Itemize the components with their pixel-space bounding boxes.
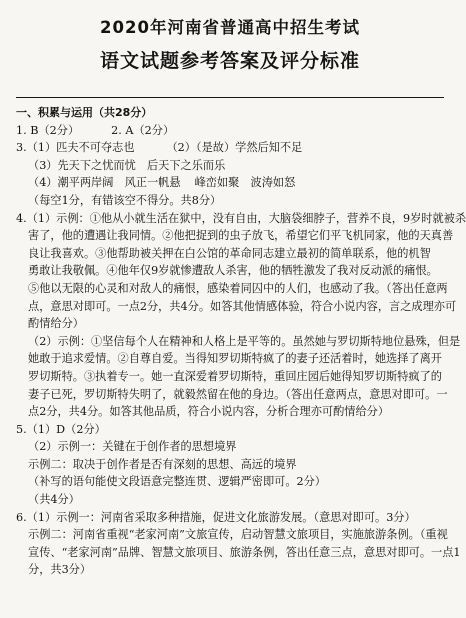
answer-q3-3: （3）先天下之忧而忧 后天下之乐而乐 <box>28 158 226 172</box>
answer-content <box>16 104 466 579</box>
answer-q2: 2. A（2分） <box>111 123 175 137</box>
scoring-note-q5-2: （补写的语句能使文段语意完整连贯、逻辑严密即可。2分） <box>28 475 326 489</box>
section-heading: 一、积累与运用（共28分） <box>16 106 153 119</box>
answer-q5-2-example2: 示例二：取决于创作者是否有深刻的思想、高远的境界 <box>28 457 297 471</box>
scoring-total-q5: （共4分） <box>28 493 80 507</box>
answer-q4-2-line4: 妻子已死，罗切斯特失明了，就毅然留在他的身边。（答出任意两点，意思对即可。一 <box>28 387 448 401</box>
answer-q6-1-example1: 6.（1）示例一：河南省采取多种措施，促进文化旅游发展。（意思对即可。3分） <box>16 510 416 524</box>
page-header <box>16 14 444 73</box>
answer-q4-2-line3: 罗切斯特。③执着专一。她一直深爱着罗切斯特，重回庄园后她得知罗切斯特疯了的 <box>28 369 442 383</box>
answer-q6-1-score: 分，共3分） <box>28 563 92 577</box>
answer-q4-1-line7: 酌情给分） <box>28 317 84 331</box>
exam-title: 2020年河南省普通高中招生考试 <box>100 18 360 37</box>
question-3-row1 <box>16 139 444 157</box>
answer-q6-1-note: 宣传、“老家河南”品牌、智慧文旅项目、旅游条例，答出任意三点，意思对即可。一点1 <box>28 545 461 559</box>
answer-q3-4a: （4）潮平两岸阔 风正一帆悬 <box>28 176 181 190</box>
answer-q4-2-line5: 点2分，共4分。如答其他品质，符合小说内容，分析合理亦可酌情给分） <box>28 405 390 419</box>
answer-q3-1: 3.（1）匹夫不可夺志也 <box>16 141 135 155</box>
header-divider <box>16 97 444 98</box>
answer-q3-2: （2）（是故）学然后知不足 <box>166 141 303 155</box>
answer-q4-1-line3: 良让我喜欢。③他帮助被关押在白公馆的革命同志建立最初的简单联系，他的机智 <box>28 246 431 260</box>
answer-q6-1-example2: 示例二：河南省重视“老家河南”文旅宣传，启动智慧文旅项目，实施旅游条例。（重视 <box>28 528 448 542</box>
answer-q1: 1. B（2分） <box>16 123 80 137</box>
answer-q4-1-line1: 4.（1）示例：①他从小就生活在狱中，没有自由，大脑袋细脖子，营养不良，9岁时就被杀 <box>16 211 466 225</box>
answer-q4-1-line2: 害了，他的遭遇让我同情。②他把捉到的虫子放飞，希望它们平飞机同家，他的天真善 <box>28 229 454 243</box>
answer-q4-2-line1: （2）示例：①坚信每个人在精神和人格上是平等的。虽然她与罗切斯特地位悬殊，但是 <box>28 334 461 348</box>
question-1-2 <box>16 122 444 140</box>
answer-q4-1-line5: ⑤他以无限的心灵和对敌人的痛恨，感染着同囚中的人们，也感动了我。（答出任意两 <box>28 281 448 295</box>
answer-key-subtitle: 语文试题参考答案及评分标准 <box>99 50 360 72</box>
answer-q5-2-example1: （2）示例一：关键在于创作者的思想境界 <box>28 440 237 454</box>
question-3-row3 <box>16 174 444 192</box>
answer-q4-1-line6: 点，意思对即可。一点2分，共4分。如答其他情感体验，符合小说内容，言之成理亦可 <box>28 299 457 313</box>
answer-q5-1: 5.（1）D（2分） <box>16 422 106 436</box>
answer-q4-1-line4: 勇敢让我敬佩。④他年仅9岁就惨遭敌人杀害，他的牺牲激发了我对反动派的痛恨。 <box>28 264 438 278</box>
scoring-note-q3: （每空1分，有错该空不得分。共8分） <box>28 193 222 207</box>
answer-q4-2-line2: 她敢于追求爱情。②自尊自爱。当得知罗切斯特疯了的妻子还活着时，她选择了离开 <box>28 352 442 366</box>
answer-q3-4b: 峰峦如聚 波涛如怒 <box>194 176 296 190</box>
